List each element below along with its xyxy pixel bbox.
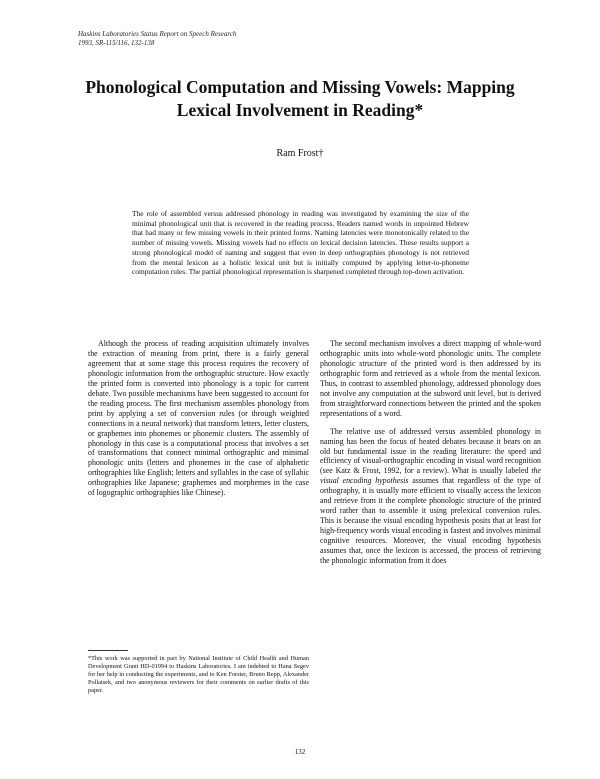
hypothesis-term: the visual encoding hypothesis [320,466,541,486]
paragraph-text: assumes that regardless of the type of orthography, it is usually more efficient to visually access the lexicon and retrieve from it the complete phonologic structure of the printed word rather than to assemble it using prelexical conversion rules. This is because the visual encoding hypothesis posits that at least for high-frequency words visual encoding is fastest and involves minimal cognitive resources. Moreover, the visual encoding hypothesis assumes that, once the lexicon is accessed, the process of retrieving the phonologic information from it does [320,476,541,566]
right-column [320,339,541,566]
paper-title [60,76,540,122]
author-name: Ram Frost† [276,148,324,159]
body-paragraph [320,427,541,566]
title-line-1: Phonological Computation and Missing Vowels: Mapping [85,77,515,97]
left-column [88,339,309,498]
paragraph-text: The relative use of addressed versus assembled phonology in naming has been the focus of heated debates because it bears on an old but fundamental issue in the reading literature: the speed and efficiency of visual-orthographic encoding in visual word recognition (see Katz & [320,426,541,476]
citation-text: Frost, 1992, for a review). What is usually labeled [362,466,529,476]
title-line-2: Lexical Involvement in Reading* [176,100,424,120]
running-header [78,30,236,48]
body-paragraph: Although the process of reading acquisition ultimately involves the extraction of meaning from print, there is a fairly general agreement that at some stage this process requires the recovery of phonologic information from the orthographic structure. How exactly the printed form is converted into phonology is a topic for current debate. Two possible mechanisms have been suggested to account for the reading process. The first mechanism assembles phonology from print by applying a set of conversion rules (or through weighted connections in a neural network) that transform letters, letter clusters, or graphemes into phonemes or phonemic clusters. The assembly of phonology in this case is a computational process that involves a set of transformations that connect minimal orthographic and minimal phonologic units (letters and phonemes in the case of alphabetic orthographies like English; letters and syllables in the case of syllabic orthographies like Japanese; graphemes and morphemes in the case of logographic orthographies like Chinese). [88,339,309,498]
page-number: 132 [294,748,306,756]
footnote-divider [88,650,128,651]
body-paragraph: The second mechanism involves a direct mapping of whole-word orthographic units into whole-word phonologic units. The complete phonologic structure of the printed word is then addressed by its orthographic form and retrieved as a whole from the mental lexicon. Thus, in contrast to assembled phonology, addressed phonology does not involve any computation at the subword unit level, but is derived from straightforward connections between the printed and the spoken representations of a word. [320,339,541,418]
abstract: The role of assembled versus addressed phonology in reading was investigated by examining the size of the minimal phonological unit that is recovered in the reading process. Readers named words in unpointed Hebrew that had many or few missing vowels in their printed forms. Naming latencies were monotonically related to the number of missing vowels. Missing vowels had no effects on lexical decision latencies. These results support a strong phonological model of naming and suggest that even in deep orthographies phonology is not retrieved from the mental lexicon as a holistic lexical unit but is initially computed by applying letter-to-phoneme computation rules. The partial phonological representation is sharpened completed through top-down activation. [132,209,469,277]
header-journal: Haskins Laboratories Status Report on Speech Research [78,30,237,38]
header-volume: 1993, SR-115/116, 132-138 [78,39,155,47]
footnote: *This work was supported in part by National Institute of Child Health and Human Development Grant HD-01994 to Haskins Laboratories. I am indebted to Hana Segev for her help in conducting the experiments, and to Ken Forster, Bruno Repp, Alexander Pollatsek, and two anonymous reviewers for their comments on earlier drafts of this paper. [88,655,309,694]
